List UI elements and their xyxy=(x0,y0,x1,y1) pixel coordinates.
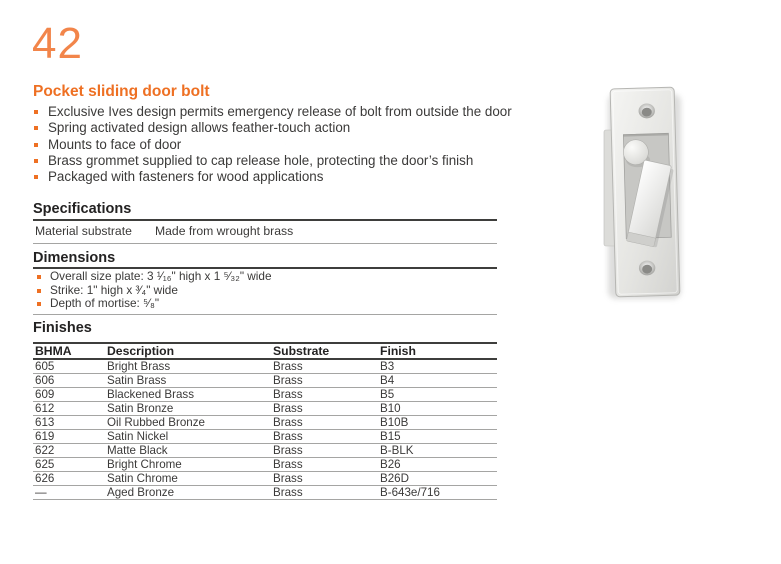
finishes-cell-finish: B-643e/716 xyxy=(378,486,497,500)
bullet-square-icon xyxy=(34,126,38,130)
finishes-row xyxy=(33,458,497,472)
dimension-item xyxy=(33,297,497,311)
finishes-row xyxy=(33,402,497,416)
finishes-cell-bhma: 612 xyxy=(33,402,105,416)
finishes-row xyxy=(33,472,497,486)
finishes-cell-substrate: Brass xyxy=(271,402,378,416)
product-photo xyxy=(596,70,780,315)
finishes-cell-finish: B10 xyxy=(378,402,497,416)
finishes-cell-description: Oil Rubbed Bronze xyxy=(105,416,271,430)
finishes-cell-finish: B4 xyxy=(378,374,497,388)
finishes-table xyxy=(33,342,497,500)
bullet-square-icon xyxy=(34,143,38,147)
finishes-cell-substrate: Brass xyxy=(271,444,378,458)
finishes-row xyxy=(33,388,497,402)
finishes-body xyxy=(33,359,497,500)
dimension-text: Overall size plate: 3 ¹⁄₁₆" high x 1 ⁵⁄₃₂" wide xyxy=(50,269,272,283)
finishes-cell-finish: B10B xyxy=(378,416,497,430)
finishes-row xyxy=(33,374,497,388)
feature-text: Packaged with fasteners for wood applications xyxy=(48,169,324,185)
finishes-row xyxy=(33,486,497,500)
spec-row-label: Material substrate xyxy=(35,224,132,238)
finishes-cell-finish: B26D xyxy=(378,472,497,486)
finishes-cell-description: Satin Bronze xyxy=(105,402,271,416)
door-bolt-illustration xyxy=(596,70,780,315)
finishes-cell-substrate: Brass xyxy=(271,472,378,486)
bullet-square-icon xyxy=(37,302,41,306)
dimension-text: Strike: 1" high x ³⁄₄" wide xyxy=(50,282,178,297)
finishes-cell-bhma: 622 xyxy=(33,444,105,458)
finishes-column-header: Description xyxy=(105,343,271,359)
specifications-heading: Specifications xyxy=(33,201,132,217)
finishes-cell-finish: B26 xyxy=(378,458,497,472)
finishes-row xyxy=(33,359,497,374)
spec-row xyxy=(33,221,497,244)
dimension-text: Depth of mortise: ⁵⁄₈" xyxy=(50,296,160,310)
feature-item xyxy=(33,153,573,169)
finishes-cell-bhma: 625 xyxy=(33,458,105,472)
finishes-cell-bhma: 606 xyxy=(33,374,105,388)
finishes-cell-finish: B3 xyxy=(378,359,497,374)
feature-text: Brass grommet supplied to cap release hole, protecting the door’s finish xyxy=(48,152,474,168)
dimension-item xyxy=(33,284,497,298)
finishes-row xyxy=(33,430,497,444)
dimensions-list xyxy=(33,270,497,311)
finishes-cell-substrate: Brass xyxy=(271,388,378,402)
finishes-column-header: BHMA xyxy=(33,343,105,359)
specifications-table xyxy=(33,219,497,244)
feature-item xyxy=(33,104,573,120)
feature-text: Mounts to face of door xyxy=(48,136,182,152)
finishes-cell-description: Bright Brass xyxy=(105,359,271,374)
feature-item xyxy=(33,169,573,185)
product-title: Pocket sliding door bolt xyxy=(33,83,210,100)
bullet-square-icon xyxy=(34,110,38,114)
dimension-item xyxy=(33,270,497,284)
bullet-square-icon xyxy=(37,289,41,293)
feature-item xyxy=(33,120,573,136)
finishes-header-row xyxy=(33,343,497,359)
finishes-cell-description: Aged Bronze xyxy=(105,486,271,500)
finishes-cell-bhma: 626 xyxy=(33,472,105,486)
bullet-square-icon xyxy=(34,159,38,163)
finishes-cell-finish: B5 xyxy=(378,388,497,402)
page-number: 42 xyxy=(32,19,83,68)
finishes-cell-substrate: Brass xyxy=(271,458,378,472)
finishes-cell-bhma: — xyxy=(33,486,105,500)
finishes-cell-substrate: Brass xyxy=(271,430,378,444)
finishes-cell-finish: B-BLK xyxy=(378,444,497,458)
finishes-cell-description: Satin Chrome xyxy=(105,472,271,486)
finishes-heading: Finishes xyxy=(33,320,92,336)
dimensions-heading: Dimensions xyxy=(33,250,116,266)
bullet-square-icon xyxy=(37,275,41,279)
feature-list xyxy=(33,104,573,185)
finishes-cell-bhma: 619 xyxy=(33,430,105,444)
finishes-cell-description: Satin Nickel xyxy=(105,430,271,444)
feature-text: Spring activated design allows feather-touch action xyxy=(48,120,351,136)
finishes-row xyxy=(33,416,497,430)
bullet-square-icon xyxy=(34,175,38,179)
feature-item xyxy=(33,137,573,153)
finishes-cell-description: Bright Chrome xyxy=(105,458,271,472)
finishes-cell-description: Blackened Brass xyxy=(105,388,271,402)
finishes-cell-finish: B15 xyxy=(378,430,497,444)
finishes-cell-substrate: Brass xyxy=(271,416,378,430)
finishes-cell-bhma: 609 xyxy=(33,388,105,402)
feature-text: Exclusive Ives design permits emergency release of bolt from outside the door xyxy=(48,104,512,119)
finishes-cell-substrate: Brass xyxy=(271,359,378,374)
finishes-cell-description: Satin Brass xyxy=(105,374,271,388)
finishes-column-header: Finish xyxy=(378,343,497,359)
spec-row-value: Made from wrought brass xyxy=(155,224,294,238)
finishes-cell-description: Matte Black xyxy=(105,444,271,458)
dimensions-block xyxy=(33,267,497,315)
finishes-row xyxy=(33,444,497,458)
finishes-column-header: Substrate xyxy=(271,343,378,359)
finishes-cell-substrate: Brass xyxy=(271,486,378,500)
finishes-cell-bhma: 605 xyxy=(33,359,105,374)
finishes-cell-bhma: 613 xyxy=(33,416,105,430)
finishes-cell-substrate: Brass xyxy=(271,374,378,388)
